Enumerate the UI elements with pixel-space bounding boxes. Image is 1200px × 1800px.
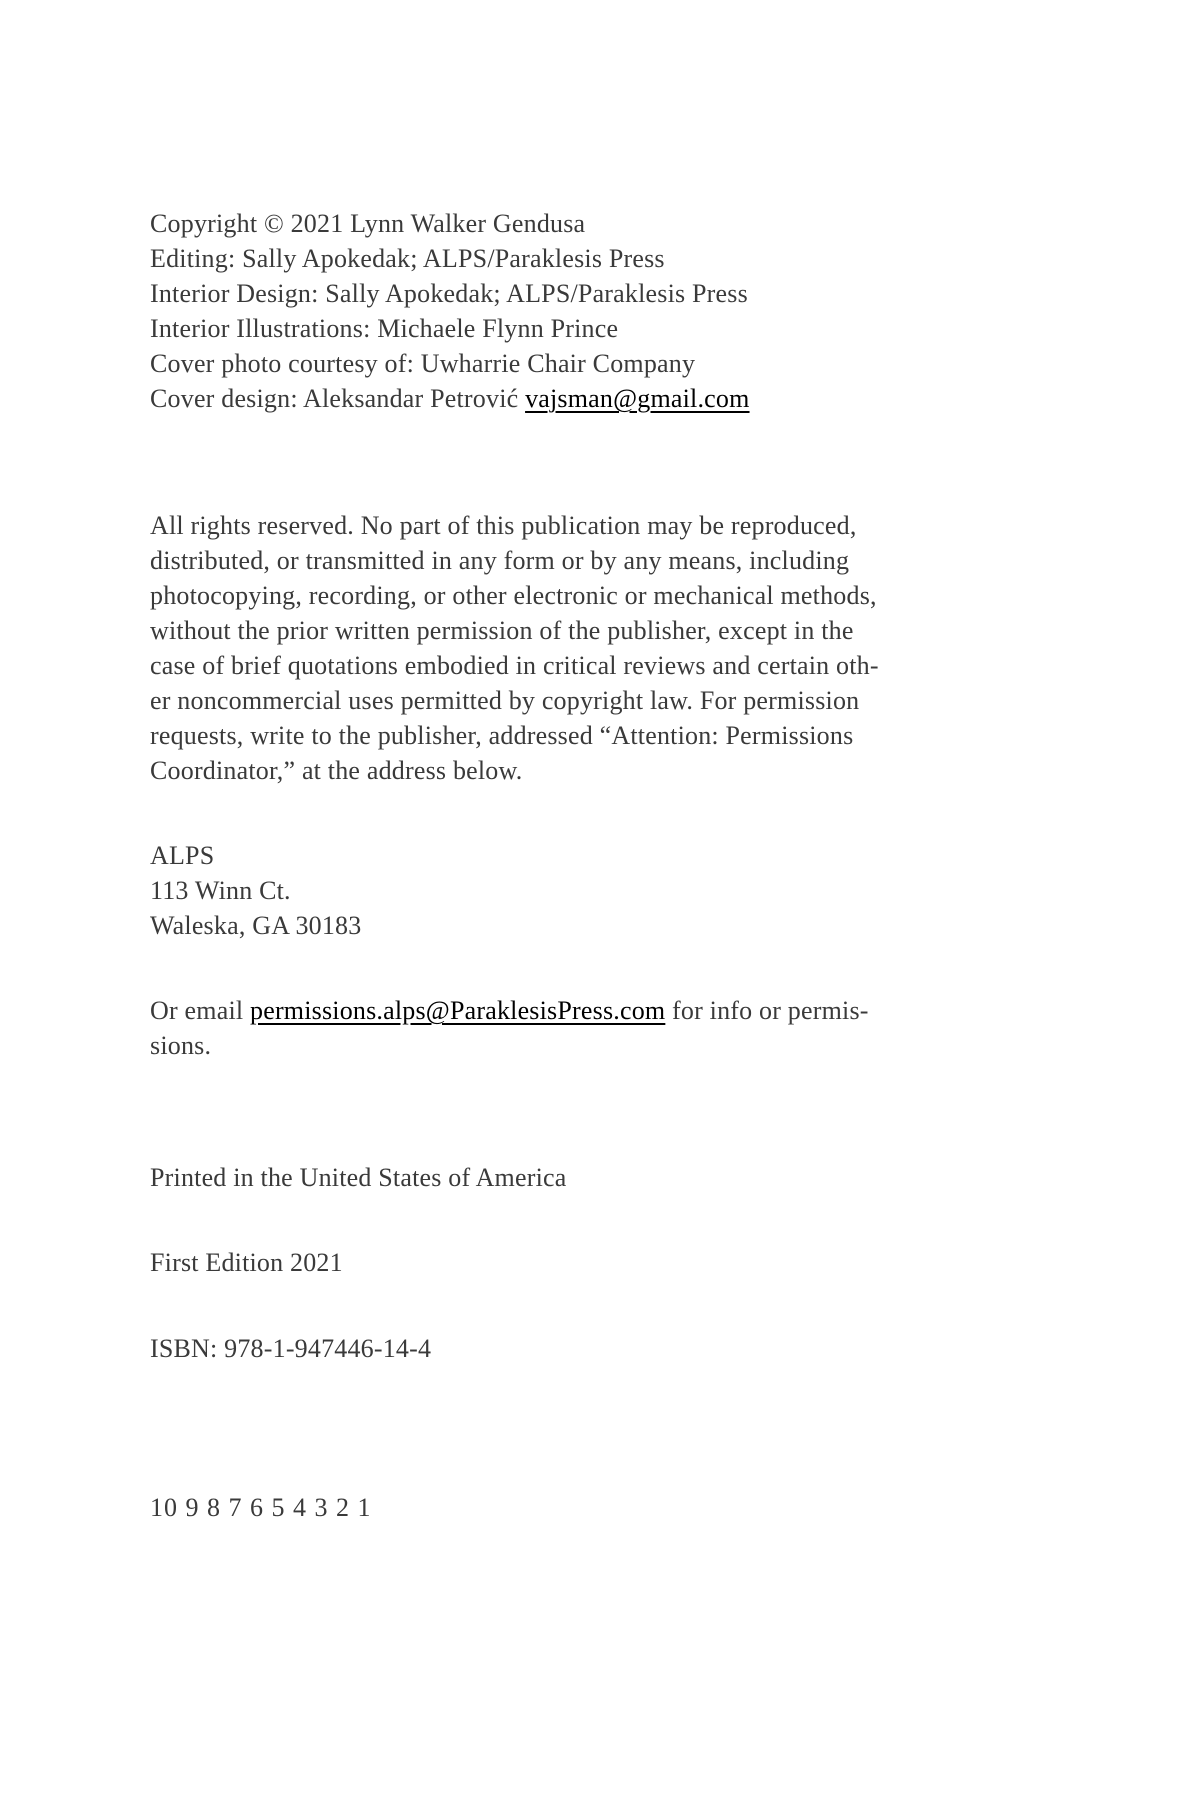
cover-design-credit-line bbox=[150, 381, 1020, 416]
permissions-contact-line bbox=[150, 993, 1020, 1028]
printers-key-line bbox=[150, 1490, 1020, 1525]
permissions-contact-prefix: Or email bbox=[150, 996, 250, 1025]
rights-notice-line: photocopying, recording, or other electronic or mechanical methods, bbox=[150, 581, 877, 610]
publisher-name: ALPS bbox=[150, 841, 215, 870]
rights-notice-line: requests, write to the publisher, addressed “Attention: Permissions bbox=[150, 721, 854, 750]
isbn-line bbox=[150, 1331, 1020, 1366]
edition-text: First Edition 2021 bbox=[150, 1248, 343, 1277]
cover-photo-credit-line: Cover photo courtesy of: Uwharrie Chair Company bbox=[150, 349, 696, 378]
publisher-city-state-zip: Waleska, GA 30183 bbox=[150, 911, 362, 940]
credits-block bbox=[150, 206, 1020, 416]
edition-line bbox=[150, 1245, 1020, 1280]
printers-key-text: 10 9 8 7 6 5 4 3 2 1 bbox=[150, 1493, 372, 1522]
publisher-street: 113 Winn Ct. bbox=[150, 876, 291, 905]
rights-notice-paragraph bbox=[150, 508, 1020, 788]
permissions-contact-suffix: for info or permis- bbox=[665, 996, 869, 1025]
copyright-line: Copyright © 2021 Lynn Walker Gendusa bbox=[150, 209, 586, 238]
publisher-address-block bbox=[150, 838, 1020, 943]
rights-notice-line: case of brief quotations embodied in critical reviews and certain oth- bbox=[150, 651, 879, 680]
rights-notice-line: All rights reserved. No part of this publication may be reproduced, bbox=[150, 511, 857, 540]
isbn-text: ISBN: 978-1-947446-14-4 bbox=[150, 1334, 432, 1363]
printed-in-line bbox=[150, 1160, 1020, 1195]
permissions-contact-block bbox=[150, 993, 1020, 1063]
interior-design-credit-line: Interior Design: Sally Apokedak; ALPS/Paraklesis Press bbox=[150, 279, 748, 308]
rights-notice-line: Coordinator,” at the address below. bbox=[150, 756, 523, 785]
permissions-email-link[interactable]: permissions.alps@ParaklesisPress.com bbox=[250, 996, 666, 1025]
interior-illustrations-credit-line: Interior Illustrations: Michaele Flynn Prince bbox=[150, 314, 619, 343]
permissions-contact-continuation: sions. bbox=[150, 1031, 212, 1060]
cover-designer-email-link[interactable]: vajsman@gmail.com bbox=[525, 384, 750, 413]
cover-design-credit-text: Cover design: Aleksandar Petrović bbox=[150, 384, 526, 413]
rights-notice-line: without the prior written permission of the publisher, except in the bbox=[150, 616, 854, 645]
printed-in-text: Printed in the United States of America bbox=[150, 1163, 567, 1192]
rights-notice-line: er noncommercial uses permitted by copyright law. For permission bbox=[150, 686, 860, 715]
editing-credit-line: Editing: Sally Apokedak; ALPS/Paraklesis Press bbox=[150, 244, 665, 273]
rights-notice-line: distributed, or transmitted in any form or by any means, including bbox=[150, 546, 850, 575]
